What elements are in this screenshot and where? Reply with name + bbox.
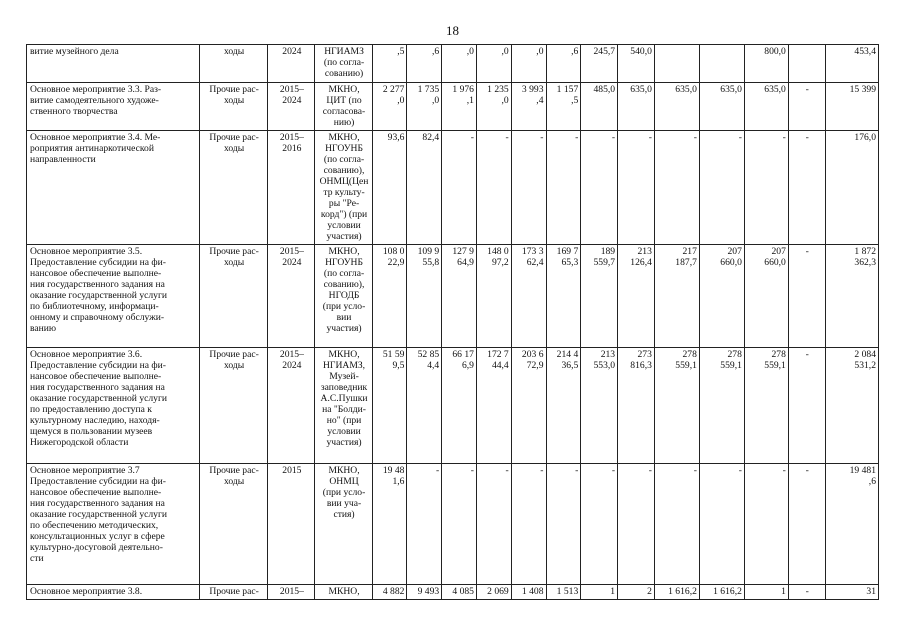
executor-cell: МКНО, НГИАМЗ, Музей- заповедник А.С.Пушки на "Болди- но" (при условии участия) xyxy=(315,348,372,464)
year-2015-cell: 4 882 xyxy=(372,585,407,600)
extra-cell: - xyxy=(788,131,825,245)
table-row xyxy=(27,245,879,348)
year-2025-cell: - xyxy=(744,464,788,585)
year-2015-cell: ,5 xyxy=(372,45,407,83)
period-cell: 2015– xyxy=(268,585,315,600)
year-2017-cell: 4 085 xyxy=(442,585,477,600)
table-row xyxy=(27,83,879,131)
year-2016-cell: 52 85 4,4 xyxy=(407,348,442,464)
year-2020-cell: 1 513 xyxy=(546,585,581,600)
year-2024-cell: 278 559,1 xyxy=(699,348,744,464)
year-2017-cell: - xyxy=(442,131,477,245)
budget-table xyxy=(26,44,879,600)
period-cell: 2015– 2024 xyxy=(268,245,315,348)
executor-cell: НГИАМЗ (по согла- сованию) xyxy=(315,45,372,83)
year-2025-cell: - xyxy=(744,131,788,245)
total-cell: 31 xyxy=(825,585,878,600)
year-2019-cell: 173 3 62,4 xyxy=(511,245,546,348)
period-cell: 2015– 2024 xyxy=(268,83,315,131)
year-2021-cell: 213 553,0 xyxy=(581,348,618,464)
year-2017-cell: ,0 xyxy=(442,45,477,83)
year-2022-cell: 540,0 xyxy=(618,45,655,83)
year-2020-cell: - xyxy=(546,464,581,585)
year-2025-cell: 800,0 xyxy=(744,45,788,83)
executor-cell: МКНО, ОНМЦ (при усло- вии уча- стия) xyxy=(315,464,372,585)
year-2020-cell: - xyxy=(546,131,581,245)
year-2019-cell: 203 6 72,9 xyxy=(511,348,546,464)
year-2024-cell: - xyxy=(699,464,744,585)
year-2020-cell: 169 7 65,3 xyxy=(546,245,581,348)
activity-name-cell: Основное мероприятие 3.5. Предоставление субсидии на фи- нансовое обеспечение выполне- ния государственного задания на оказание государственной услуги по библиотечному, информаци- онному и справочному обслужи- ванию xyxy=(27,245,200,348)
year-2015-cell: 19 48 1,6 xyxy=(372,464,407,585)
year-2021-cell: - xyxy=(581,131,618,245)
year-2021-cell: - xyxy=(581,464,618,585)
year-2019-cell: - xyxy=(511,131,546,245)
year-2017-cell: 1 976 ,1 xyxy=(442,83,477,131)
year-2018-cell: 148 0 97,2 xyxy=(476,245,511,348)
year-2021-cell: 245,7 xyxy=(581,45,618,83)
period-cell: 2024 xyxy=(268,45,315,83)
year-2015-cell: 93,6 xyxy=(372,131,407,245)
year-2018-cell: 172 7 44,4 xyxy=(476,348,511,464)
year-2018-cell: 1 235 ,0 xyxy=(476,83,511,131)
table-row xyxy=(27,45,879,83)
year-2022-cell: - xyxy=(618,464,655,585)
year-2016-cell: 9 493 xyxy=(407,585,442,600)
year-2015-cell: 51 59 9,5 xyxy=(372,348,407,464)
total-cell: 176,0 xyxy=(825,131,878,245)
year-2020-cell: ,6 xyxy=(546,45,581,83)
activity-name-cell: витие музейного дела xyxy=(27,45,200,83)
year-2025-cell: 1 xyxy=(744,585,788,600)
activity-name-cell: Основное мероприятие 3.3. Раз- витие самодеятельного художе- ственного творчества xyxy=(27,83,200,131)
year-2020-cell: 214 4 36,5 xyxy=(546,348,581,464)
year-2023-cell: 217 187,7 xyxy=(654,245,699,348)
year-2023-cell: 278 559,1 xyxy=(654,348,699,464)
year-2017-cell: - xyxy=(442,464,477,585)
year-2019-cell: - xyxy=(511,464,546,585)
activity-name-cell: Основное мероприятие 3.6. Предоставление субсидии на фи- нансовое обеспечение выполне- ния государственного задания на оказание государственной услуги по предоставлению доступа к культурному наследию, находя- щемуся в пользовании музеев Нижегородской области xyxy=(27,348,200,464)
year-2019-cell: 3 993 ,4 xyxy=(511,83,546,131)
activity-name-cell: Основное мероприятие 3.4. Ме- роприятия антинаркотической направленности xyxy=(27,131,200,245)
expense-type-cell: Прочие рас- ходы xyxy=(199,464,268,585)
year-2023-cell xyxy=(654,45,699,83)
year-2025-cell: 207 660,0 xyxy=(744,245,788,348)
year-2024-cell: 635,0 xyxy=(699,83,744,131)
year-2018-cell: 2 069 xyxy=(476,585,511,600)
year-2019-cell: 1 408 xyxy=(511,585,546,600)
year-2024-cell: 1 616,2 xyxy=(699,585,744,600)
executor-cell: МКНО, xyxy=(315,585,372,600)
year-2018-cell: - xyxy=(476,131,511,245)
extra-cell: - xyxy=(788,585,825,600)
year-2017-cell: 127 9 64,9 xyxy=(442,245,477,348)
year-2016-cell: 82,4 xyxy=(407,131,442,245)
year-2023-cell: - xyxy=(654,464,699,585)
year-2024-cell: 207 660,0 xyxy=(699,245,744,348)
year-2016-cell: 109 9 55,8 xyxy=(407,245,442,348)
table-row xyxy=(27,131,879,245)
year-2022-cell: 2 xyxy=(618,585,655,600)
year-2018-cell: ,0 xyxy=(476,45,511,83)
extra-cell: - xyxy=(788,464,825,585)
extra-cell xyxy=(788,45,825,83)
year-2022-cell: 635,0 xyxy=(618,83,655,131)
year-2022-cell: - xyxy=(618,131,655,245)
expense-type-cell: Прочие рас- ходы xyxy=(199,131,268,245)
expense-type-cell: Прочие рас- ходы xyxy=(199,245,268,348)
table-body xyxy=(27,45,879,600)
year-2024-cell: - xyxy=(699,131,744,245)
year-2016-cell: - xyxy=(407,464,442,585)
year-2022-cell: 213 126,4 xyxy=(618,245,655,348)
total-cell: 1 872 362,3 xyxy=(825,245,878,348)
table-row xyxy=(27,585,879,600)
total-cell: 453,4 xyxy=(825,45,878,83)
year-2025-cell: 635,0 xyxy=(744,83,788,131)
year-2021-cell: 485,0 xyxy=(581,83,618,131)
total-cell: 19 481 ,6 xyxy=(825,464,878,585)
year-2021-cell: 189 559,7 xyxy=(581,245,618,348)
table-row xyxy=(27,464,879,585)
year-2018-cell: - xyxy=(476,464,511,585)
year-2023-cell: 1 616,2 xyxy=(654,585,699,600)
year-2019-cell: ,0 xyxy=(511,45,546,83)
year-2017-cell: 66 17 6,9 xyxy=(442,348,477,464)
year-2020-cell: 1 157 ,5 xyxy=(546,83,581,131)
period-cell: 2015– 2016 xyxy=(268,131,315,245)
extra-cell: - xyxy=(788,245,825,348)
period-cell: 2015– 2024 xyxy=(268,348,315,464)
expense-type-cell: Прочие рас- xyxy=(199,585,268,600)
year-2021-cell: 1 xyxy=(581,585,618,600)
expense-type-cell: Прочие рас- ходы xyxy=(199,83,268,131)
period-cell: 2015 xyxy=(268,464,315,585)
year-2024-cell xyxy=(699,45,744,83)
year-2022-cell: 273 816,3 xyxy=(618,348,655,464)
executor-cell: МКНО, НГОУНБ (по согла- сованию), НГОДБ (при усло- вии участия) xyxy=(315,245,372,348)
year-2016-cell: 1 735 ,0 xyxy=(407,83,442,131)
table-row xyxy=(27,348,879,464)
executor-cell: МКНО, НГОУНБ (по согла- сованию), ОНМЦ(Цен тр культу- ры "Ре- корд") (при условии участия) xyxy=(315,131,372,245)
year-2016-cell: ,6 xyxy=(407,45,442,83)
total-cell: 2 084 531,2 xyxy=(825,348,878,464)
year-2015-cell: 2 277 ,0 xyxy=(372,83,407,131)
year-2023-cell: - xyxy=(654,131,699,245)
extra-cell: - xyxy=(788,83,825,131)
expense-type-cell: Прочие рас- ходы xyxy=(199,348,268,464)
total-cell: 15 399 xyxy=(825,83,878,131)
activity-name-cell: Основное мероприятие 3.7 Предоставление субсидии на фи- нансовое обеспечение выполне- ния государственного задания на оказание государственной услуги по обеспечению методических, консультационных услуг в сфере культурно-досуговой деятельно- сти xyxy=(27,464,200,585)
page-number: 18 xyxy=(446,23,459,38)
activity-name-cell: Основное мероприятие 3.8. xyxy=(27,585,200,600)
year-2015-cell: 108 0 22,9 xyxy=(372,245,407,348)
year-2023-cell: 635,0 xyxy=(654,83,699,131)
executor-cell: МКНО, ЦИТ (по согласова- нию) xyxy=(315,83,372,131)
year-2025-cell: 278 559,1 xyxy=(744,348,788,464)
extra-cell: - xyxy=(788,348,825,464)
expense-type-cell: ходы xyxy=(199,45,268,83)
